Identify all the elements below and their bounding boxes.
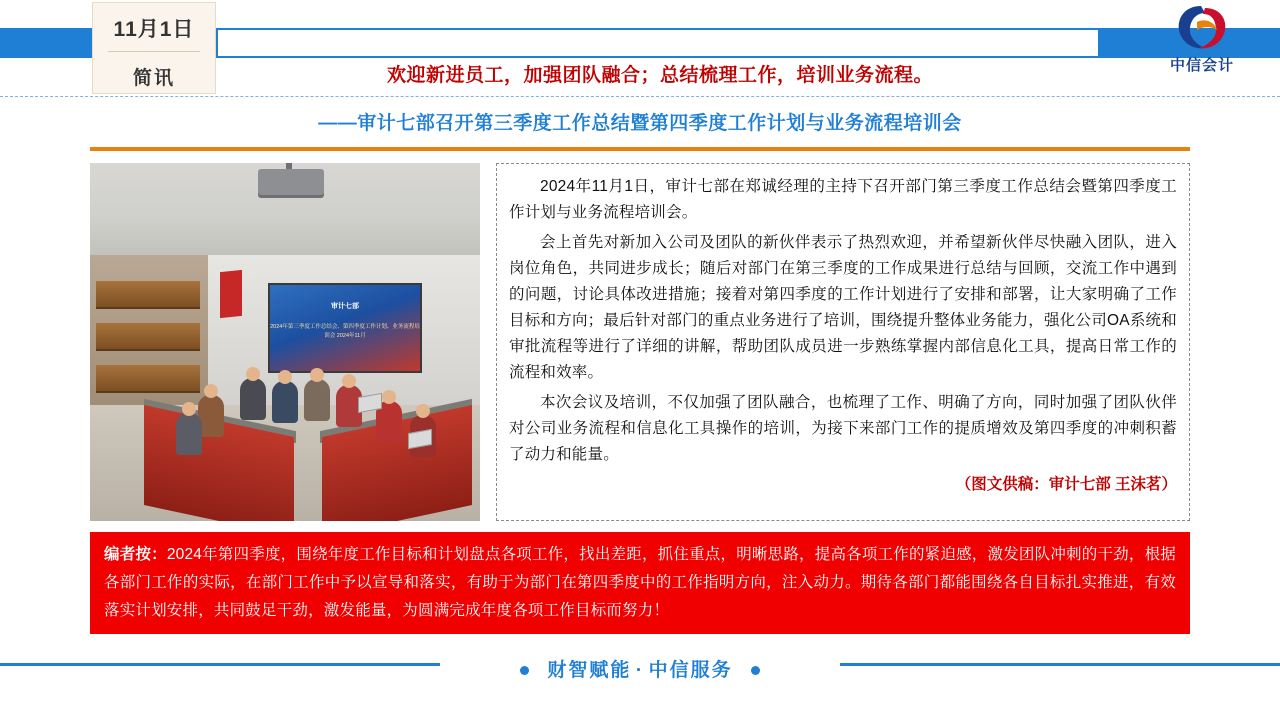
- article-subtitle: ——审计七部召开第三季度工作总结暨第四季度工作计划与业务流程培训会: [318, 113, 962, 134]
- brand-name: 中信会计: [1169, 57, 1234, 74]
- editor-note-label: 编者按：: [104, 546, 167, 563]
- photo-person: [176, 413, 202, 455]
- editor-note-paragraph: [104, 541, 1176, 625]
- photo-person-head: [204, 384, 218, 398]
- photo-person: [304, 379, 330, 421]
- header-dashed-separator: [0, 96, 1280, 97]
- editor-note: [90, 532, 1190, 634]
- footer-dot-right-icon: [751, 666, 760, 675]
- photo-shelf: [96, 281, 200, 309]
- photo-person-head: [246, 367, 260, 381]
- orange-divider: [90, 147, 1190, 151]
- editor-note-text: 2024年第四季度，围绕年度工作目标和计划盘点各项工作，找出差距，抓住重点，明晰思路，提高各项工作的紧迫感，激发团队冲刺的干劲，根据各部门工作的实际，在部门工作中予以宣导和落实，有助于为部门在第四季度中的工作指明方向，注入动力。期待各部门都能围绕各自目标扎实推进，有效落实计划安排，共同鼓足干劲，激发能量，为圆满完成年度各项工作目标而努力！: [104, 546, 1176, 619]
- article-body: [496, 163, 1190, 521]
- footer-slogan-wrap: [440, 651, 840, 687]
- photo-shelf: [96, 365, 200, 393]
- page-header: [0, 0, 1280, 96]
- article-credit: （图文供稿：审计七部 王沫茗）: [955, 476, 1177, 493]
- footer-slogan-separator: ·: [635, 660, 645, 681]
- photo-person-head: [182, 402, 196, 416]
- swirl-logo-icon: [1171, 4, 1233, 52]
- date-text: 11月1日: [113, 18, 195, 41]
- header-bar-white-inset: [218, 30, 1098, 56]
- bulletin-kind-text: 简讯: [132, 68, 175, 89]
- photo-person-head: [382, 390, 396, 404]
- photo-projector: [258, 169, 324, 195]
- photo-screen-title: 审计七部: [331, 303, 359, 310]
- article-paragraph: 本次会议及培训，不仅加强了团队融合，也梳理了工作、明确了方向，同时加强了团队伙伴对公司业务流程和信息化工具操作的培训，为接下来部门工作的提质增效及第四季度的冲刺积蓄了动力和能量。: [509, 394, 1177, 463]
- brand-logo: [1142, 2, 1262, 92]
- photo-person: [240, 378, 266, 420]
- footer-dot-left-icon: [520, 666, 529, 675]
- photo-screen-subtitle: 2024年第三季度工作总结会、第四季度工作计划、业务流程培训会 2024年11月: [270, 324, 420, 339]
- footer-slogan-left: 财智赋能: [547, 660, 632, 681]
- photo-projection-screen: [268, 283, 422, 373]
- article-paragraph: 2024年11月1日，审计七部在郑诚经理的主持下召开部门第三季度工作总结会暨第四季度工作计划与业务流程培训会。: [509, 178, 1177, 221]
- photo-person-head: [416, 404, 430, 418]
- photo-person-head: [310, 368, 324, 382]
- photo-person: [272, 381, 298, 423]
- photo-person-head: [342, 374, 356, 388]
- date-divider: [108, 51, 200, 52]
- photo-shelf: [96, 323, 200, 351]
- photo-person-head: [278, 370, 292, 384]
- date-badge: [92, 2, 216, 94]
- headline-text: 欢迎新进员工，加强团队融合；总结梳理工作，培训业务流程。: [386, 65, 933, 86]
- meeting-photo: [90, 163, 480, 521]
- article-paragraph: 会上首先对新加入公司及团队的新伙伴表示了热烈欢迎，并希望新伙伴尽快融入团队，进入岗位角色，共同进步成长；随后对部门在第三季度的工作成果进行总结与回顾，交流工作中遇到的问题，讨论具体改进措施；接着对第四季度的工作计划进行了安排和部署，让大家明确了工作目标和方向；最后针对部门的重点业务进行了培训，围绕提升整体业务能力，强化公司OA系统和审批流程等进行了详细的讲解，帮助团队成员进一步熟练掌握内部信息化工具，提高日常工作的流程和效率。: [509, 234, 1177, 381]
- page-footer: [0, 655, 1280, 720]
- footer-slogan-right: 中信服务: [648, 660, 733, 681]
- photo-flag: [220, 270, 242, 318]
